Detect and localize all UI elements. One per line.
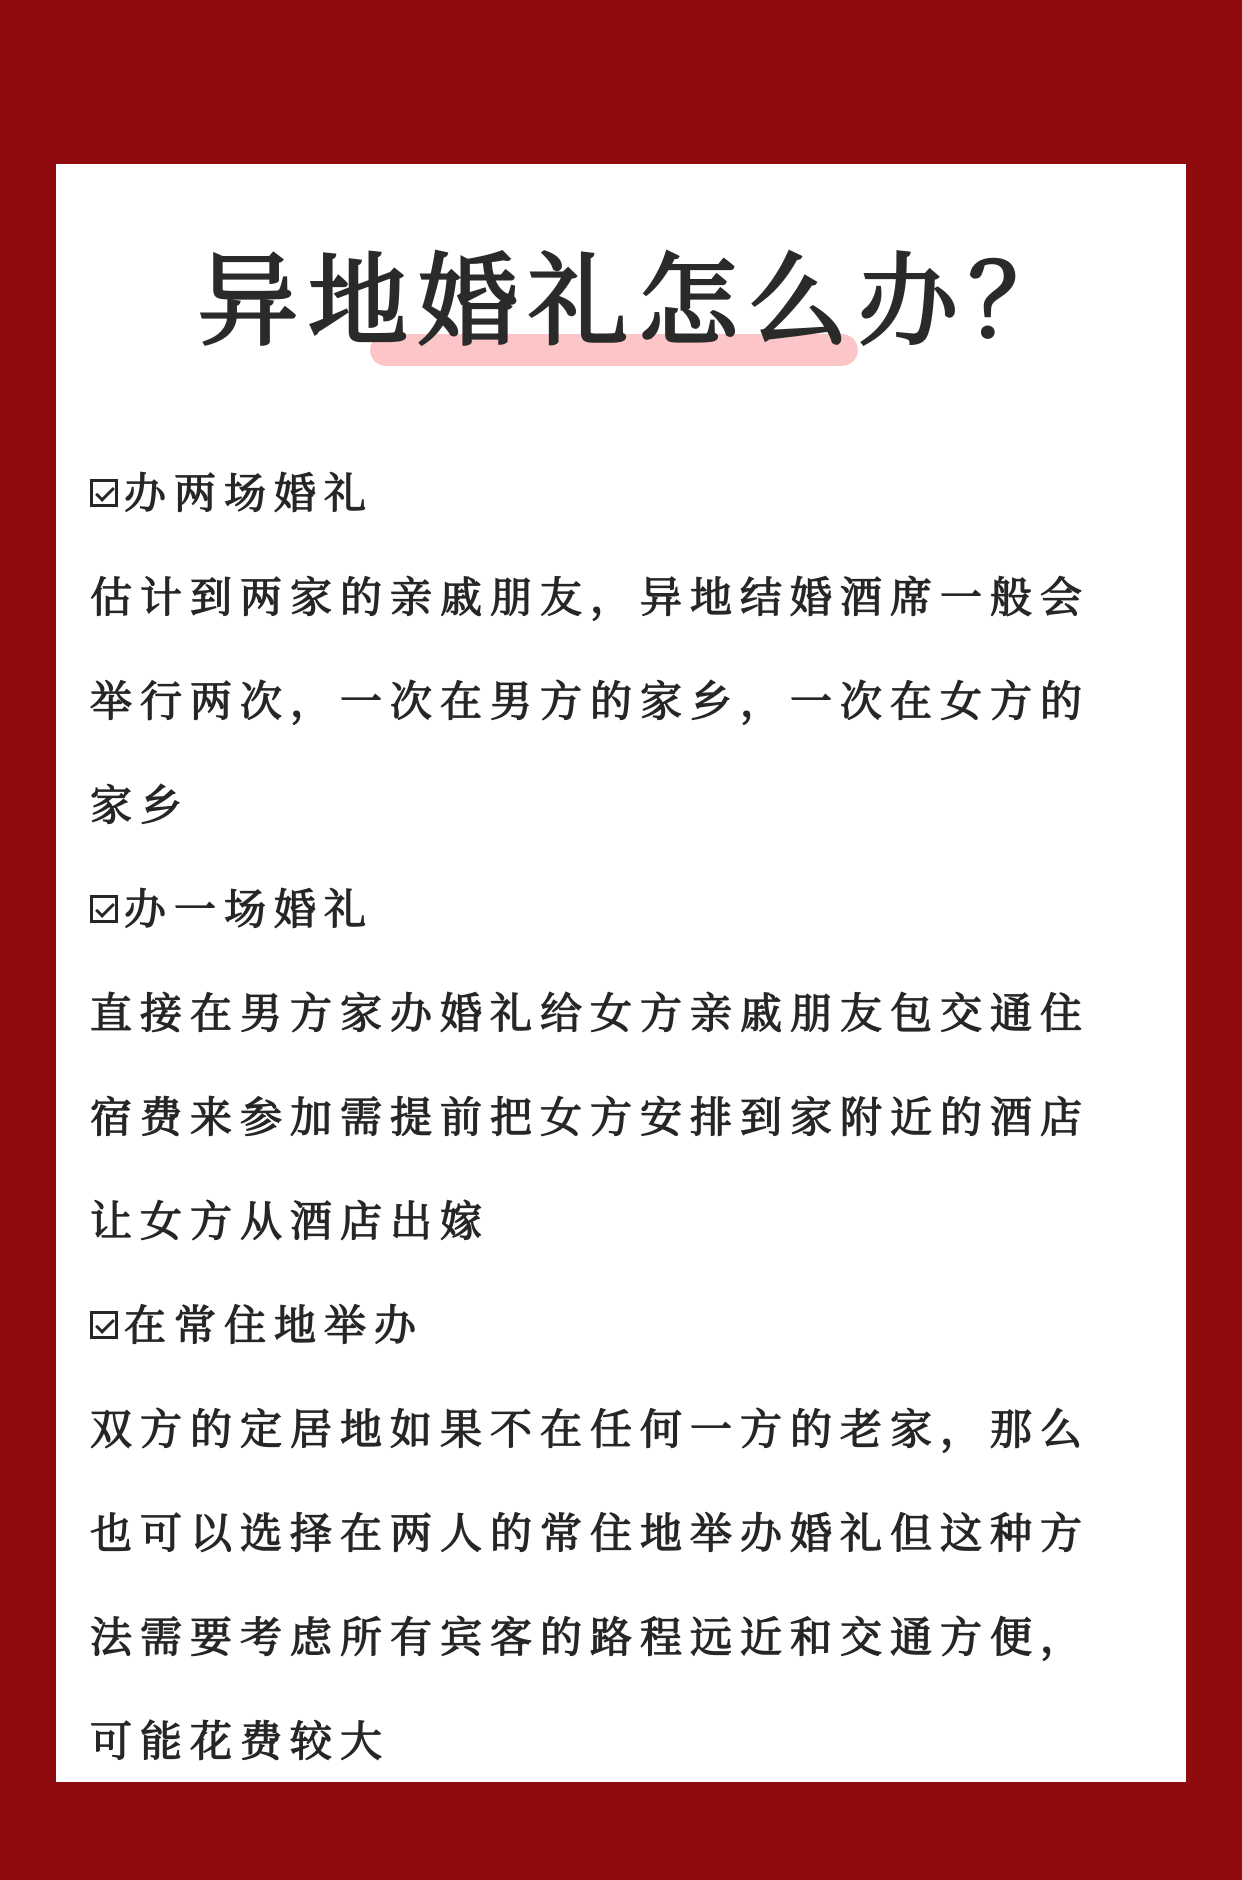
title-area: [56, 232, 1186, 372]
page-title: 异地婚礼怎么办？: [198, 243, 1078, 360]
checkbox-icon: [90, 895, 118, 923]
paragraph-line: 家乡: [90, 781, 191, 830]
section-heading-one-wedding: [90, 858, 1130, 962]
paragraph-line: 法需要考虑所有宾客的路程远近和交通方便，: [90, 1613, 1091, 1662]
section-heading-two-weddings: [90, 442, 1130, 546]
section-heading-residence: [90, 1274, 1130, 1378]
paragraph-line: 双方的定居地如果不在任何一方的老家，那么: [90, 1405, 1091, 1454]
article-body: [90, 442, 1130, 1794]
content-card: [56, 164, 1186, 1782]
section-heading-label: 办一场婚礼: [124, 885, 375, 934]
paragraph-line: 让女方从酒店出嫁: [90, 1197, 491, 1246]
paragraph-line: 也可以选择在两人的常住地举办婚礼但这种方: [90, 1509, 1091, 1558]
checkbox-icon: [90, 1311, 118, 1339]
paragraph-line: 估计到两家的亲戚朋友，异地结婚酒席一般会: [90, 573, 1091, 622]
paragraph-line: 直接在男方家办婚礼给女方亲戚朋友包交通住: [90, 989, 1091, 1038]
section-heading-label: 在常住地举办: [124, 1301, 425, 1350]
paragraph-line: 宿费来参加需提前把女方安排到家附近的酒店: [90, 1093, 1091, 1142]
section-heading-label: 办两场婚礼: [124, 469, 375, 518]
paragraph-line: 举行两次，一次在男方的家乡，一次在女方的: [90, 677, 1091, 726]
checkbox-icon: [90, 479, 118, 507]
paragraph-line: 可能花费较大: [90, 1717, 391, 1766]
